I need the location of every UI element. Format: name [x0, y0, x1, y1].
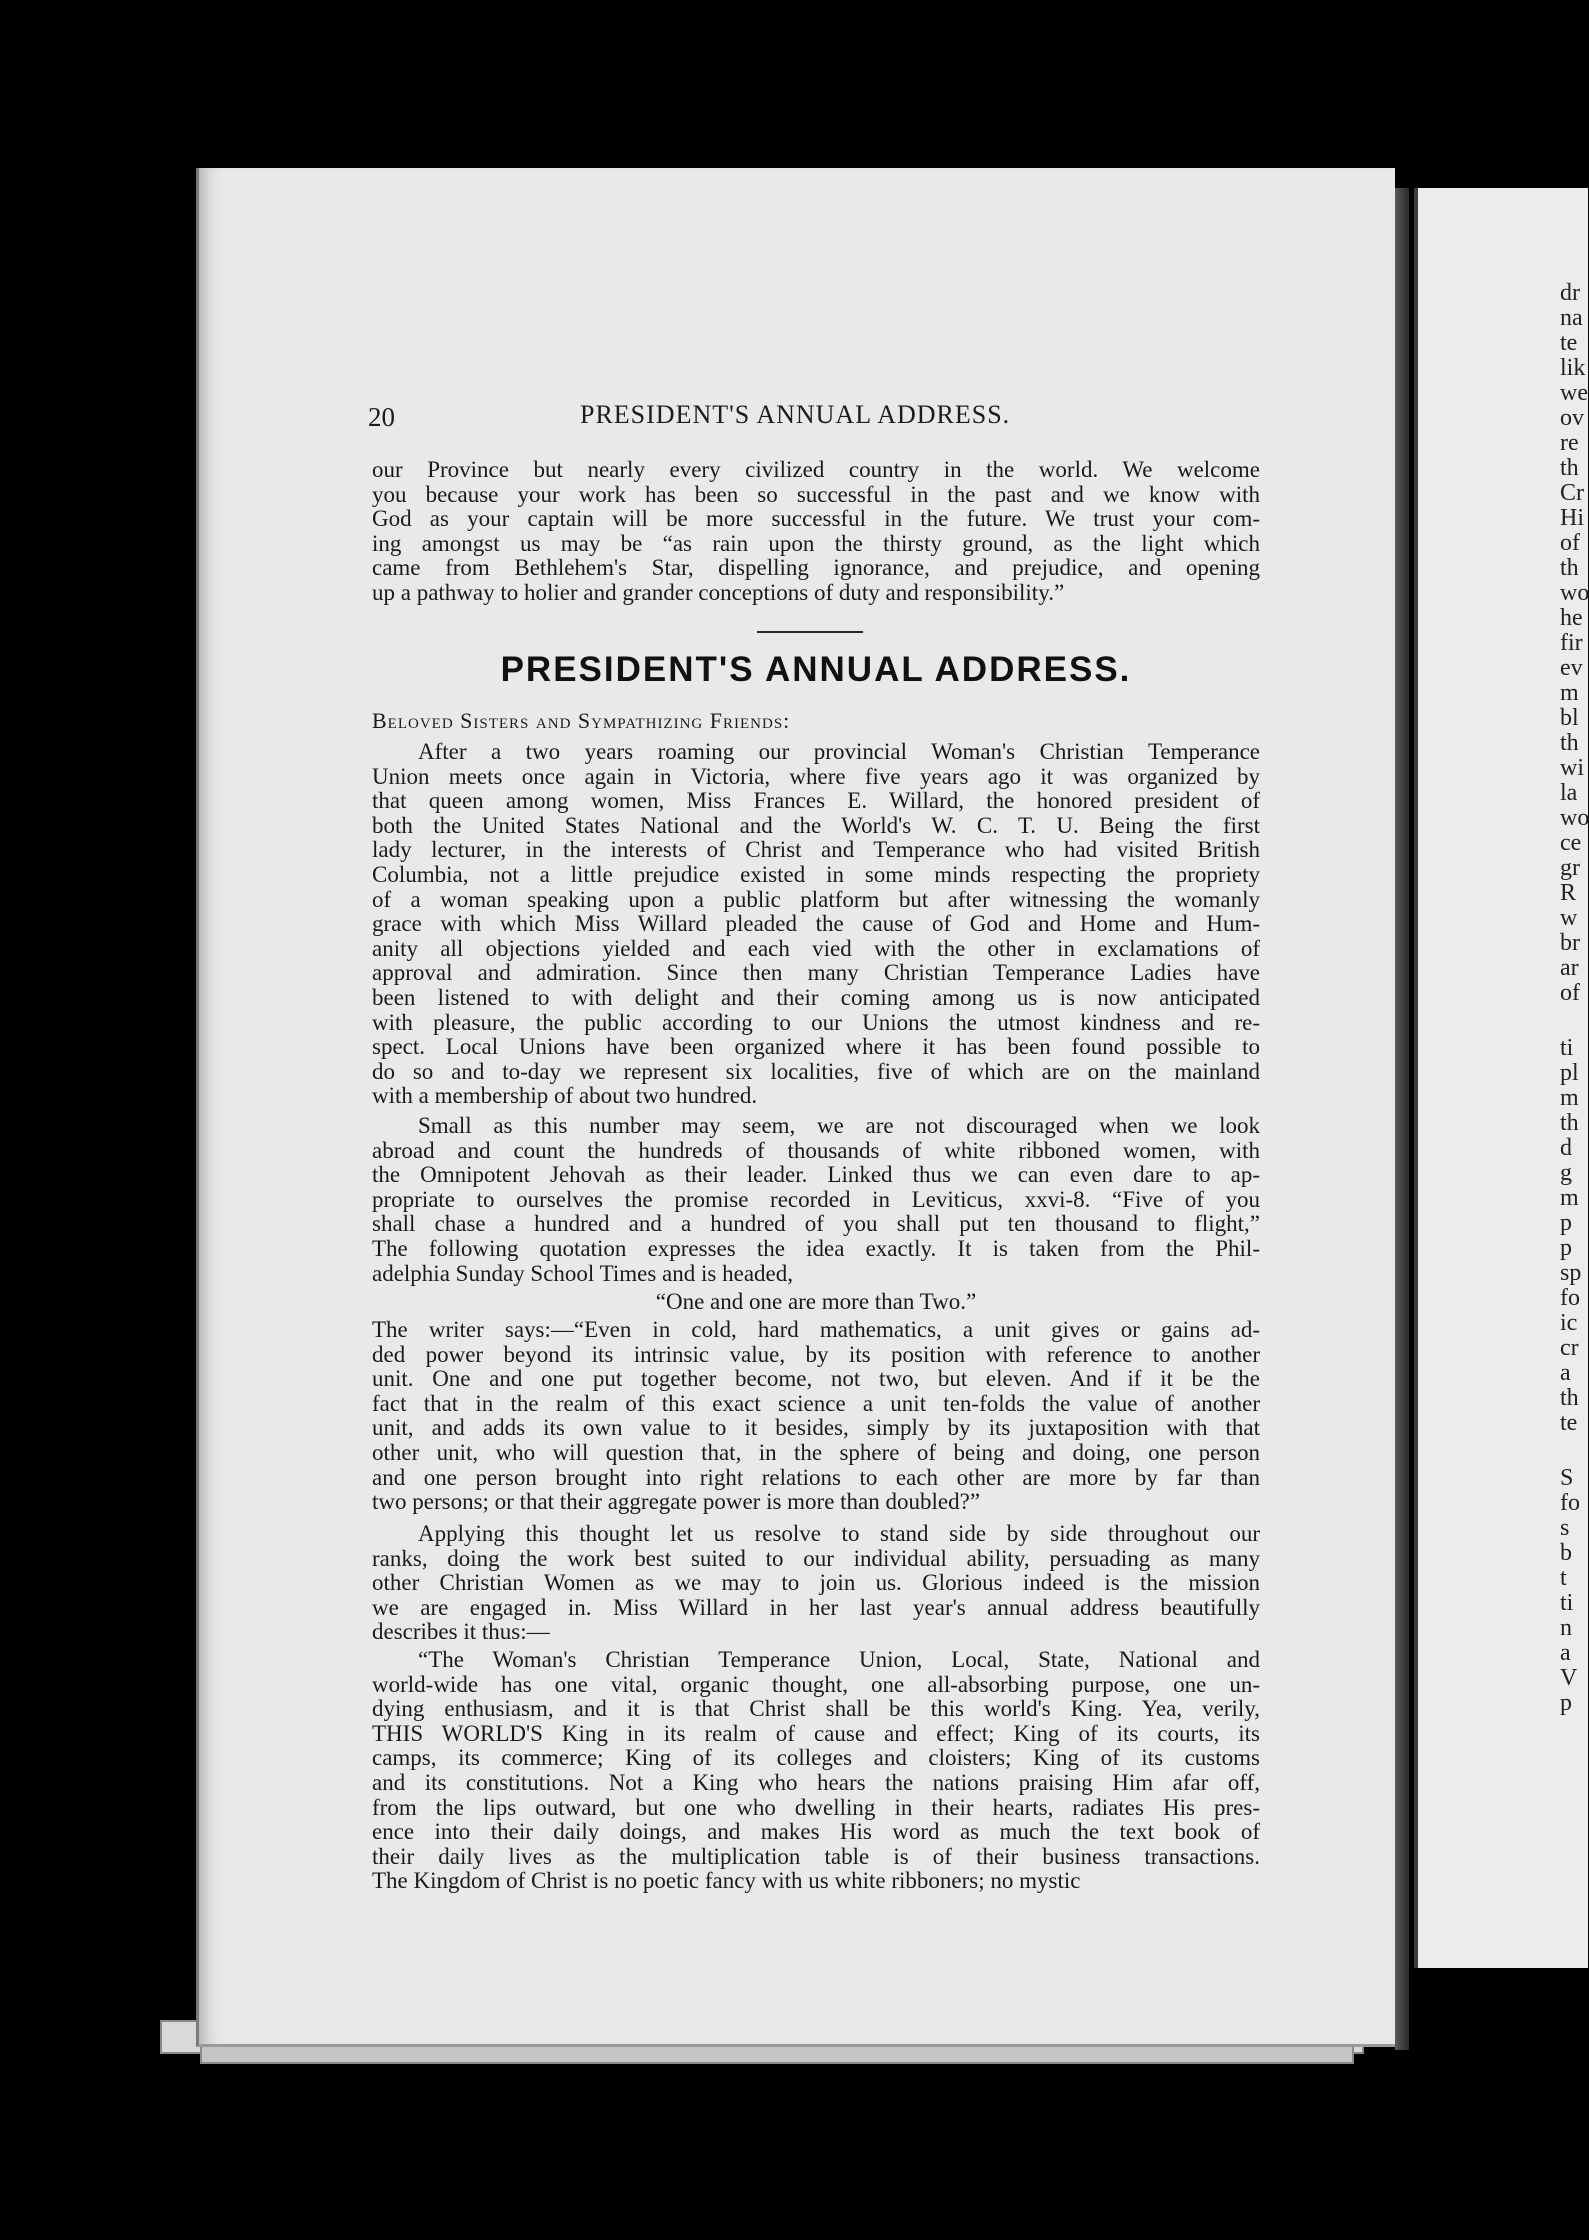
adjacent-page-text-fragment: te [1560, 1410, 1578, 1436]
adjacent-page-text-fragment: pl [1560, 1060, 1579, 1086]
text-line: you because your work has been so successful in the past and we know with [372, 481, 1260, 507]
adjacent-page-text-fragment: th [1560, 555, 1579, 581]
text-line: with a membership of about two hundred. [372, 1083, 758, 1109]
adjacent-page-text-fragment: br [1560, 930, 1580, 956]
text-line: adelphia Sunday School Times and is headed, [372, 1260, 793, 1286]
adjacent-page-text-fragment: re [1560, 430, 1579, 456]
adjacent-page-text-fragment: ar [1560, 955, 1579, 981]
adjacent-page-text-fragment: th [1560, 1110, 1579, 1136]
adjacent-page-text-fragment: th [1560, 455, 1579, 481]
adjacent-page-text-fragment: na [1560, 305, 1583, 331]
adjacent-page-text-fragment: te [1560, 330, 1578, 356]
adjacent-page-text-fragment: ic [1560, 1310, 1578, 1336]
text-line: both the United States National and the World's W. C. T. U. Being the first [372, 812, 1260, 838]
text-line: fact that in the realm of this exact science a unit ten-folds the value of another [372, 1390, 1260, 1416]
adjacent-page-text-fragment: R [1560, 880, 1577, 906]
text-line: God as your captain will be more successful in the future. We trust your com- [372, 506, 1260, 532]
text-line: Union meets once again in Victoria, where five years ago it was organized by [372, 763, 1260, 789]
adjacent-page-text-fragment: a [1560, 1640, 1571, 1666]
text-line: anity all objections yielded and each vied with the other in exclamations of [372, 935, 1260, 961]
adjacent-page-text-fragment: a [1560, 1360, 1571, 1386]
section-divider [757, 631, 863, 633]
adjacent-page-text-fragment: ti [1560, 1035, 1574, 1061]
adjacent-page-text-fragment: lik [1560, 355, 1586, 381]
adjacent-page-text-fragment: we [1560, 380, 1588, 406]
text-line: The Kingdom of Christ is no poetic fancy with us white ribboners; no mystic [372, 1868, 1081, 1894]
adjacent-page-text-fragment: fo [1560, 1490, 1580, 1516]
text-line: been listened to with delight and their coming among us is now anticipated [372, 985, 1260, 1010]
text-line: spect. Local Unions have been organized where it has been found possible to [372, 1034, 1260, 1060]
adjacent-page-text-fragment: fir [1560, 630, 1583, 656]
adjacent-page-text-fragment: ce [1560, 830, 1582, 856]
text-line: two persons; or that their aggregate power is more than doubled?” [372, 1489, 981, 1515]
text-line: The following quotation expresses the idea exactly. It is taken from the Phil- [372, 1236, 1260, 1261]
running-title: PRESIDENT'S ANNUAL ADDRESS. [580, 400, 1011, 429]
text-line: lady lecturer, in the interests of Christ and Temperance who had visited British [372, 837, 1260, 863]
adjacent-page-text-fragment: Hi [1560, 505, 1584, 531]
adjacent-page-text-fragment: m [1560, 1185, 1579, 1211]
text-line: ing amongst us may be “as rain upon the thirsty ground, as the light which [372, 530, 1260, 556]
text-line: with pleasure, the public according to our Unions the utmost kindness and re- [372, 1009, 1260, 1035]
text-line: Columbia, not a little prejudice existed in some minds respecting the propriety [372, 862, 1260, 887]
adjacent-page-text-fragment: cr [1560, 1335, 1579, 1361]
text-line: other unit, who will question that, in the sphere of being and doing, one person [372, 1440, 1260, 1465]
adjacent-page-text-fragment: fo [1560, 1285, 1580, 1311]
text-line: came from Bethlehem's Star, dispelling ignorance, and prejudice, and opening [372, 555, 1260, 581]
text-line: their daily lives as the multiplication table is of their business transactions. [372, 1843, 1260, 1869]
adjacent-page-text-fragment: bl [1560, 705, 1579, 731]
adjacent-page-text-fragment: ov [1560, 405, 1584, 431]
adjacent-page-text-fragment: ev [1560, 655, 1583, 681]
text-line: other Christian Women as we may to join us. Glorious indeed is the mission [372, 1570, 1260, 1596]
text-line: shall chase a hundred and a hundred of you shall put ten thousand to flight,” [372, 1211, 1260, 1237]
adjacent-page-text-fragment: p [1560, 1690, 1572, 1716]
adjacent-page-text-fragment: sp [1560, 1260, 1582, 1286]
adjacent-page-text-fragment: of [1560, 980, 1580, 1006]
text-line: we are engaged in. Miss Willard in her last year's annual address beautifully [372, 1594, 1260, 1620]
text-line: propriate to ourselves the promise recorded in Leviticus, xxvi-8. “Five of you [372, 1186, 1260, 1212]
adjacent-page-text-fragment: la [1560, 780, 1578, 806]
adjacent-page-text-fragment: th [1560, 730, 1579, 756]
adjacent-page-text-fragment: th [1560, 1385, 1579, 1411]
adjacent-page-text-fragment: s [1560, 1515, 1570, 1541]
adjacent-page-text-fragment: dr [1560, 280, 1580, 306]
text-line: dying enthusiasm, and it is that Christ shall be this world's King. Yea, verily, [372, 1696, 1260, 1722]
adjacent-page-text-fragment: m [1560, 680, 1579, 706]
text-line: THIS WORLD'S King in its realm of cause and effect; King of its courts, its [372, 1720, 1260, 1746]
quote-title: “One and one are more than Two.” [655, 1289, 977, 1314]
adjacent-page-text-fragment: p [1560, 1235, 1572, 1261]
adjacent-page-text-fragment: S [1560, 1465, 1574, 1491]
text-line: describes it thus:— [372, 1619, 550, 1645]
text-line: Small as this number may seem, we are not discouraged when we look [418, 1113, 1260, 1138]
text-line: grace with which Miss Willard pleaded the cause of God and Home and Hum- [372, 911, 1260, 937]
salutation: Beloved Sisters and Sympathizing Friends: [372, 708, 791, 733]
adjacent-page [1414, 188, 1588, 1968]
text-line: The writer says:—“Even in cold, hard mathematics, a unit gives or gains ad- [372, 1317, 1260, 1342]
text-line: approval and admiration. Since then many Christian Temperance Ladies have [372, 960, 1260, 986]
adjacent-page-text-fragment: he [1560, 605, 1583, 631]
adjacent-page-text-fragment: g [1560, 1160, 1572, 1186]
text-line: ence into their daily doings, and makes His word as much the text book of [372, 1819, 1260, 1845]
adjacent-page-text-fragment: d [1560, 1135, 1572, 1161]
text-line: that queen among women, Miss Frances E. Willard, the honored president of [372, 788, 1260, 814]
text-line: up a pathway to holier and grander conceptions of duty and responsibility.” [372, 580, 1065, 605]
adjacent-page-text-fragment: wi [1560, 755, 1584, 781]
adjacent-page-text-fragment: ti [1560, 1590, 1574, 1616]
adjacent-page-text-fragment: w [1560, 905, 1578, 931]
text-line: of a woman speaking upon a public platform but after witnessing the womanly [372, 886, 1260, 912]
text-line: After a two years roaming our provincial Woman's Christian Temperance [418, 739, 1260, 764]
text-line: our Province but nearly every civilized country in the world. We welcome [372, 457, 1260, 482]
adjacent-page-text-fragment: wo [1560, 805, 1589, 831]
text-line: abroad and count the hundreds of thousands of white ribboned women, with [372, 1137, 1260, 1163]
text-line: and its constitutions. Not a King who hears the nations praising Him afar off, [372, 1770, 1260, 1795]
text-line: ded power beyond its intrinsic value, by its position with reference to another [372, 1341, 1260, 1367]
section-heading: PRESIDENT'S ANNUAL ADDRESS. [500, 650, 1132, 689]
adjacent-page-text-fragment: n [1560, 1615, 1572, 1641]
text-line: unit, and adds its own value to it besides, simply by its juxtaposition with that [372, 1415, 1260, 1441]
page-number: 20 [368, 402, 395, 432]
text-line: do so and to-day we represent six localities, five of which are on the mainland [372, 1058, 1260, 1084]
text-line: “The Woman's Christian Temperance Union, Local, State, National and [418, 1647, 1260, 1672]
text-line: unit. One and one put together become, not two, but eleven. And if it be the [372, 1366, 1260, 1392]
adjacent-page-text-fragment: Cr [1560, 480, 1584, 506]
adjacent-page-text-fragment: of [1560, 530, 1580, 556]
adjacent-page-text-fragment: b [1560, 1540, 1572, 1566]
text-line: and one person brought into right relations to each other are more by far than [372, 1464, 1260, 1490]
adjacent-page-text-fragment: V [1560, 1665, 1578, 1691]
adjacent-page-text-fragment: t [1560, 1565, 1567, 1591]
adjacent-page-text-fragment: wo [1560, 580, 1589, 606]
text-line: camps, its commerce; King of its colleges and cloisters; King of its customs [372, 1745, 1260, 1771]
adjacent-page-text-fragment: p [1560, 1210, 1572, 1236]
text-line: Applying this thought let us resolve to stand side by side throughout our [418, 1521, 1260, 1546]
adjacent-page-text-fragment: gr [1560, 855, 1580, 881]
text-line: world-wide has one vital, organic thought, one all-absorbing purpose, one un- [372, 1671, 1260, 1697]
text-line: ranks, doing the work best suited to our individual ability, persuading as many [372, 1545, 1260, 1571]
adjacent-page-text-fragment: m [1560, 1085, 1579, 1111]
text-line: from the lips outward, but one who dwelling in their hearts, radiates His pres- [372, 1794, 1260, 1820]
text-line: the Omnipotent Jehovah as their leader. Linked thus we can even dare to ap- [372, 1162, 1260, 1188]
